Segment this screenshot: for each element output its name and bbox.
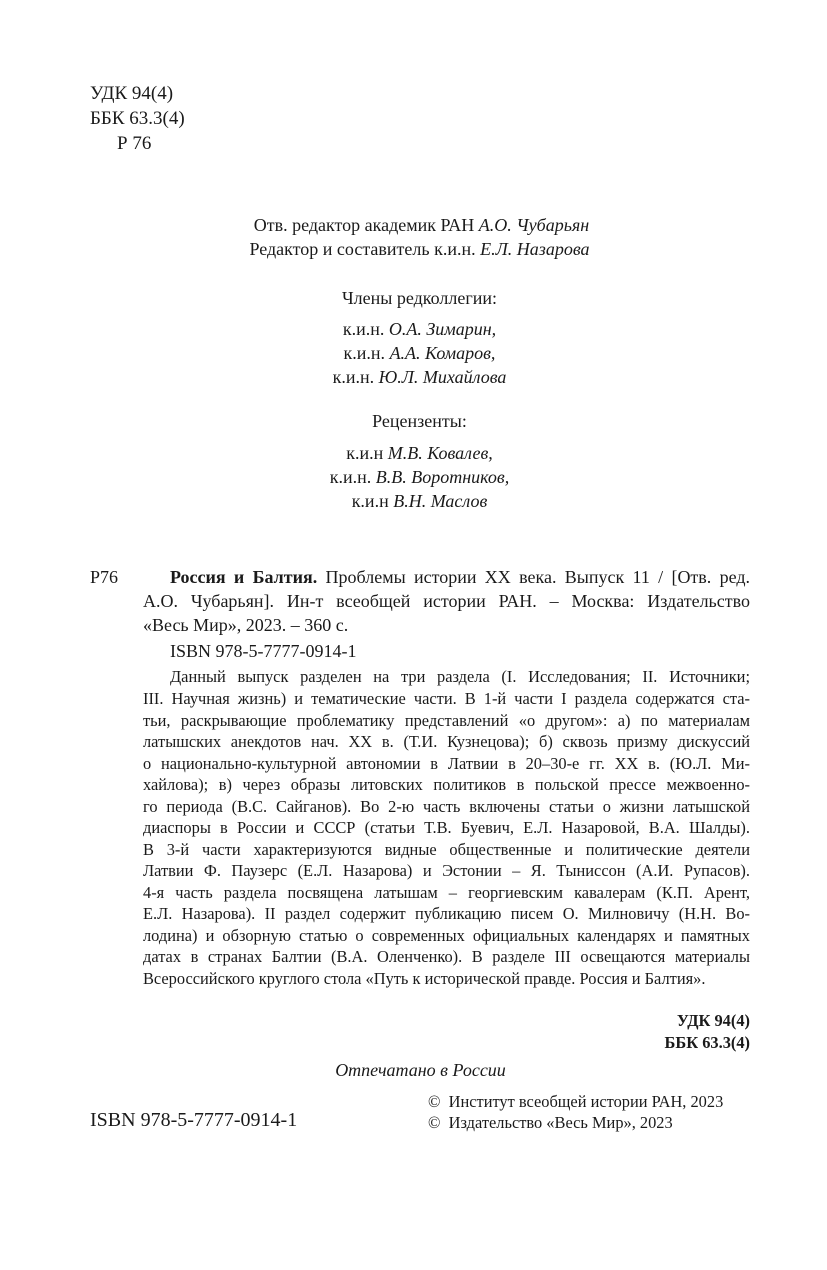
- isbn-bottom: ISBN 978-5-7777-0914-1: [90, 1109, 298, 1131]
- reviewers-heading: Рецензенты:: [372, 411, 467, 431]
- annotation-line: латышских анекдотов нач. XX в. (Т.И. Кузнецова); б) сквозь призму дискуссий: [143, 732, 750, 751]
- reviewer: к.и.н В.Н. Маслов: [351, 491, 488, 511]
- annotation-line: В 3-й части характеризуются видные общественные и политические деятели: [143, 840, 750, 859]
- annotation-line: тьи, раскрывающие проблематику представлений «о другом»: а) по материалам: [143, 711, 750, 730]
- chief-editor-name: А.О. Чубарьян: [478, 215, 590, 235]
- bib-line-3: «Весь Мир», 2023. – 360 с.: [143, 615, 349, 635]
- book-title: Россия и Балтия.: [170, 567, 318, 587]
- annotation-line: III. Научная жизнь) и тематические части. В 1-й части I раздела содержатся ста-: [143, 689, 750, 708]
- board-heading: Члены редколлегии:: [341, 288, 497, 308]
- reviewer: к.и.н. В.В. Воротников,: [329, 467, 510, 487]
- board-member: к.и.н. Ю.Л. Михайлова: [332, 367, 507, 387]
- footer-udk: УДК 94(4): [676, 1011, 750, 1030]
- annotation-line: о национально-культурной автономии в Латвии в 20–30-е гг. XX в. (Ю.Л. Ми-: [143, 754, 750, 773]
- bib-isbn: ISBN 978-5-7777-0914-1: [170, 641, 357, 661]
- copyright-icon: ©: [428, 1092, 441, 1111]
- annotation-line: хайлова); в) через образы литовских политиков в польской прессе межвоенно-: [143, 775, 750, 794]
- annotation-line: Е.Л. Назарова). II раздел содержит публикацию писем О. Милновичу (Н.Н. Во-: [143, 904, 750, 923]
- board-member: к.и.н. А.А. Комаров,: [343, 343, 496, 363]
- bib-line-2: А.О. Чубарьян]. Ин-т всеобщей истории РАН. – Москва: Издательство: [143, 591, 750, 611]
- compiler-name: Е.Л. Назарова: [480, 239, 590, 259]
- copyright-line: © Издательство «Весь Мир», 2023: [428, 1113, 673, 1132]
- copyright-line: © Институт всеобщей истории РАН, 2023: [428, 1092, 724, 1111]
- annotation-line: Данный выпуск разделен на три раздела (I. Исследования; II. Источники;: [170, 667, 750, 686]
- annotation-line: диаспоры в России и СССР (статьи Т.В. Буевич, Е.Л. Назаровой, В.А. Шалды).: [143, 818, 750, 837]
- bbk-code: ББК 63.3(4): [90, 108, 185, 129]
- chief-editor-line: [8, 214, 827, 236]
- compiler-line: [6, 238, 827, 260]
- bib-code: Р76: [90, 567, 119, 587]
- annotation-line: датах в странах Балтии (В.А. Оленченко). В разделе III освещаются материалы: [143, 947, 750, 966]
- annotation-line: го периода (В.С. Сайганов). Во 2-ю часть включены статьи о жизни латышской: [143, 797, 750, 816]
- annotation-line: Латвии Ф. Паузерс (Е.Л. Назарова) и Эстонии – Я. Тыниссон (А.И. Рупасов).: [143, 861, 750, 880]
- annotation-line: 4-я часть раздела посвящена латышам – георгиевским кавалерам (К.П. Арент,: [143, 883, 750, 902]
- annotation-line: лодина) и обзорную статью о современных официальных календарях и памятных: [143, 926, 750, 945]
- board-member: к.и.н. О.А. Зимарин,: [342, 319, 497, 339]
- printed-in: Отпечатано в России: [335, 1060, 506, 1080]
- reviewer: к.и.н М.В. Ковалев,: [346, 443, 493, 463]
- bib-line-1: Россия и Балтия. Проблемы истории XX века. Выпуск 11 / [Отв. ред.: [170, 567, 751, 587]
- udk-code: УДК 94(4): [90, 83, 174, 104]
- footer-bbk: ББК 63.3(4): [664, 1033, 750, 1052]
- compiler-label: Редактор и составитель к.и.н.: [249, 239, 476, 259]
- author-mark: Р 76: [117, 133, 152, 154]
- copyright-icon: ©: [428, 1113, 441, 1132]
- chief-editor-label: Отв. редактор академик РАН: [253, 215, 475, 235]
- annotation-line: Всероссийского круглого стола «Путь к исторической правде. Россия и Балтия».: [143, 969, 706, 988]
